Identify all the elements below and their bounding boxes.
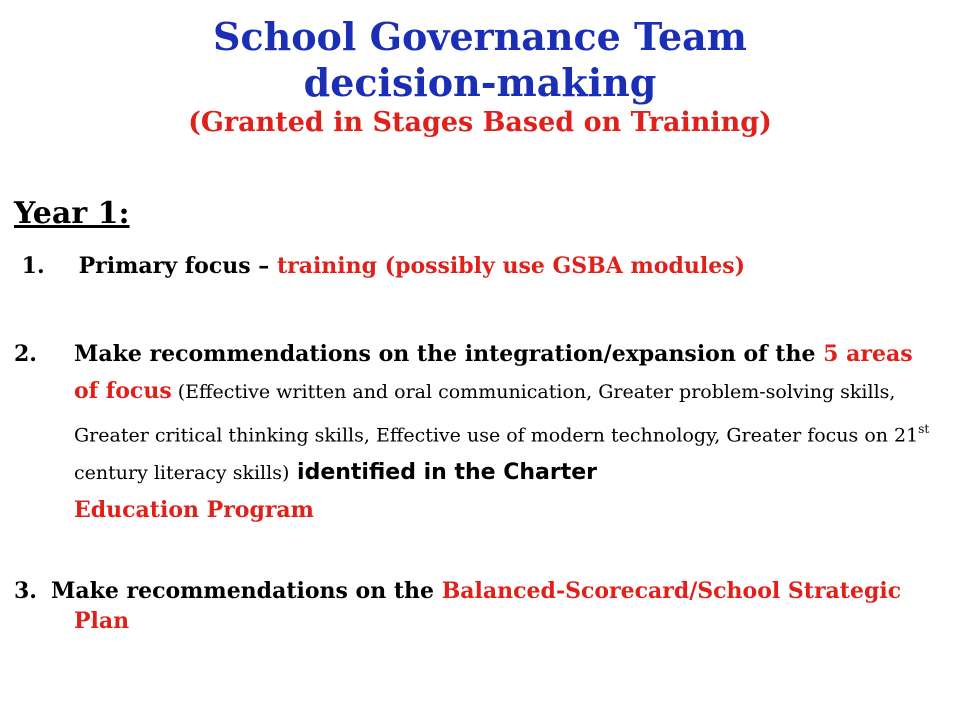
item-2-highlight: 5 areas of focus — [74, 341, 913, 404]
list-item-1 — [14, 251, 940, 281]
item-3-highlight: Balanced-Scorecard/School Strategic Plan — [74, 578, 902, 635]
item-2-tail: identified in the Charter — [289, 460, 598, 486]
item-2-lead: Make recommendations on the integration/expansion of the — [74, 341, 816, 367]
item-2-number: 2. — [14, 341, 37, 367]
item-2-detail-b: century literacy skills) — [74, 462, 290, 485]
item-1-lead: Primary focus – — [78, 253, 270, 279]
item-2-detail-a: (Effective written and oral communication, Greater problem-solving skills, Greater critical thinking skills, Effective use of modern technology, Greater focus on 21 — [74, 381, 919, 447]
item-2-tail-highlight: Education Program — [74, 497, 314, 524]
year-heading: Year 1: — [14, 196, 130, 231]
item-1-number: 1. — [21, 253, 45, 279]
list-item-3 — [14, 576, 940, 637]
item-1-highlight: training (possibly use GSBA modules) — [269, 253, 745, 279]
item-2-visible-paragraph — [74, 336, 940, 529]
item-3-number: 3. — [14, 578, 37, 604]
item-2-detail-sup: st — [918, 422, 930, 436]
title-line-1: School Governance Team — [213, 14, 747, 59]
slide-title — [0, 14, 960, 140]
title-subtitle: (Granted in Stages Based on Training) — [188, 107, 772, 139]
title-line-2: decision-making — [303, 59, 657, 105]
item-3-lead: Make recommendations on the — [50, 578, 435, 604]
